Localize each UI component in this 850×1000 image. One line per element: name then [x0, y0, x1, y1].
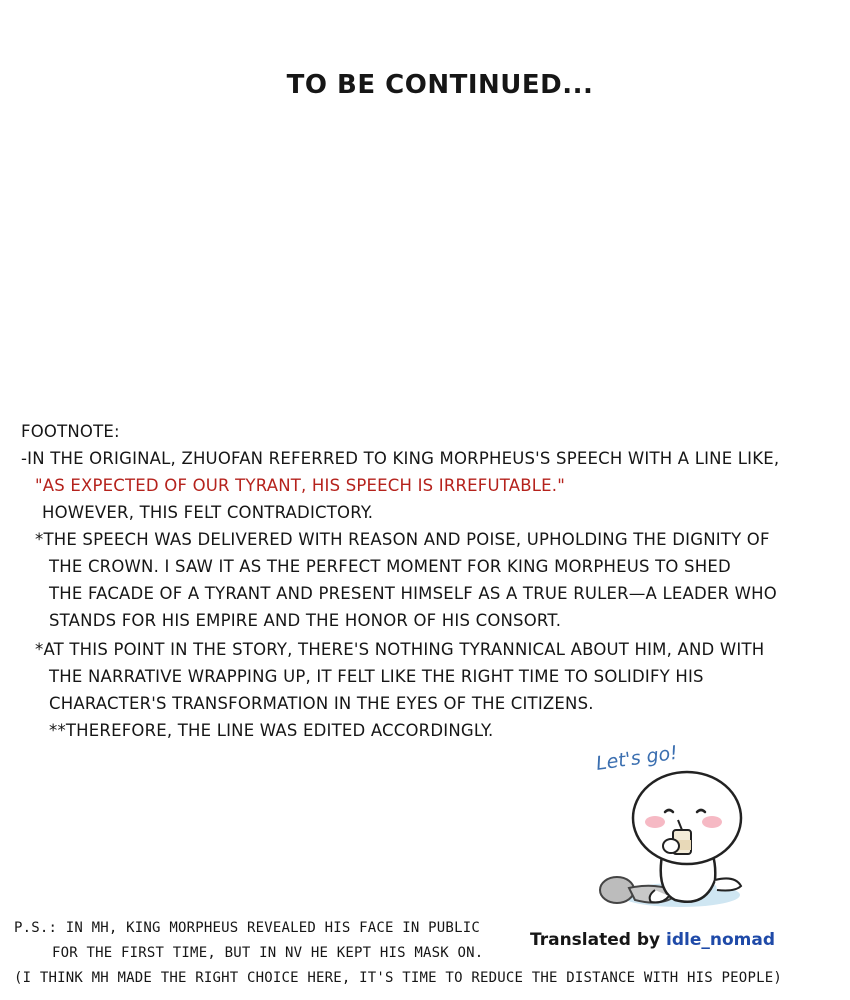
footnote-original-quote: "AS EXPECTED OF OUR TYRANT, HIS SPEECH IS IRREFUTABLE." — [35, 476, 565, 495]
ps-line: (I THINK MH MADE THE RIGHT CHOICE HERE, IT'S TIME TO REDUCE THE DISTANCE WITH HIS PEOPLE) — [14, 970, 782, 986]
footnote-line: *AT THIS POINT IN THE STORY, THERE'S NOTHING TYRANNICAL ABOUT HIM, AND WITH — [35, 640, 765, 659]
ps-line: P.S.: IN MH, KING MORPHEUS REVEALED HIS FACE IN PUBLIC — [14, 920, 480, 936]
footnote-line: HOWEVER, THIS FELT CONTRADICTORY. — [42, 503, 374, 522]
translator-credit — [530, 930, 775, 950]
ps-line: FOR THE FIRST TIME, BUT IN NV HE KEPT HIS MASK ON. — [52, 945, 484, 961]
translator-name: idle_nomad — [666, 930, 776, 950]
footnote-line: *THE SPEECH WAS DELIVERED WITH REASON AND POISE, UPHOLDING THE DIGNITY OF — [35, 530, 770, 549]
footnote-line: **THEREFORE, THE LINE WAS EDITED ACCORDINGLY. — [49, 721, 494, 740]
footnote-line: -IN THE ORIGINAL, ZHUOFAN REFERRED TO KING MORPHEUS'S SPEECH WITH A LINE LIKE, — [21, 449, 780, 468]
credit-prefix: Translated by — [530, 930, 661, 950]
to-be-continued-heading: TO BE CONTINUED... — [286, 70, 594, 100]
footnote-line: CHARACTER'S TRANSFORMATION IN THE EYES OF THE CITIZENS. — [49, 694, 594, 713]
footnote-line: THE CROWN. I SAW IT AS THE PERFECT MOMENT FOR KING MORPHEUS TO SHED — [49, 557, 731, 576]
lets-go-sticker — [585, 740, 745, 920]
drinking-character-icon — [585, 740, 745, 920]
footnote-title: FOOTNOTE: — [21, 422, 120, 441]
footnote-line: THE NARRATIVE WRAPPING UP, IT FELT LIKE THE RIGHT TIME TO SOLIDIFY HIS — [49, 667, 704, 686]
footnote-line: STANDS FOR HIS EMPIRE AND THE HONOR OF HIS CONSORT. — [49, 611, 562, 630]
sticker-caption: Let's go! — [594, 741, 680, 775]
footnote-line: THE FACADE OF A TYRANT AND PRESENT HIMSELF AS A TRUE RULER—A LEADER WHO — [49, 584, 777, 603]
